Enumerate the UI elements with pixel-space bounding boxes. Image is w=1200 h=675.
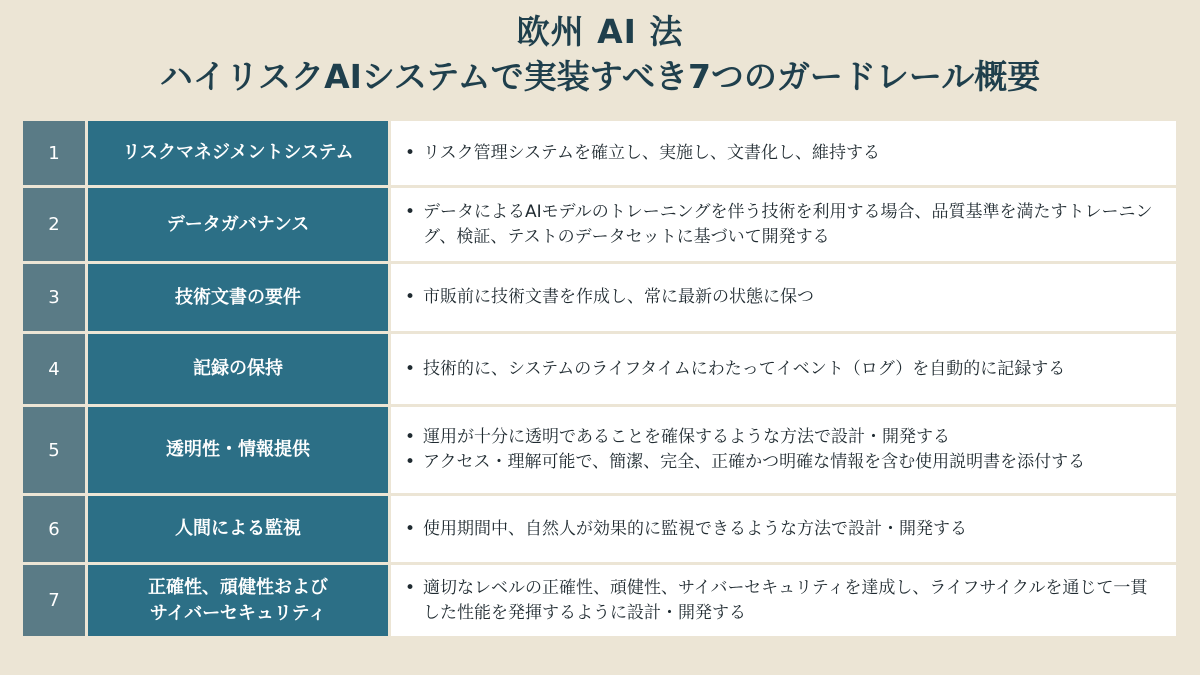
- bullet-marker: •: [405, 427, 416, 447]
- bullet-text: データによるAIモデルのトレーニングを伴う技術を利用する場合、品質基準を満たすトレーニング、検証、テストのデータセットに基づいて開発する: [423, 201, 1153, 247]
- guardrail-name: 正確性、頑健性および サイバーセキュリティ: [88, 565, 388, 636]
- guardrail-name: 記録の保持: [88, 334, 388, 404]
- guardrail-description: [391, 565, 1176, 636]
- bullet-text: 市販前に技術文書を作成し、常に最新の状態に保つ: [423, 287, 814, 307]
- title-line-1: 欧州 AI 法: [516, 12, 684, 51]
- row-number: 4: [23, 334, 85, 404]
- bullet-item: [405, 141, 1164, 166]
- table-row: [23, 496, 1176, 562]
- guardrail-description: [391, 121, 1176, 185]
- bullet-marker: •: [405, 201, 416, 222]
- bullet-item: [405, 425, 1164, 450]
- row-number: 7: [23, 565, 85, 636]
- bullet-item: [405, 517, 1164, 542]
- bullet-marker: •: [405, 358, 416, 379]
- table-row: [23, 334, 1176, 404]
- bullet-item: [405, 285, 1164, 310]
- guardrail-name: 人間による監視: [88, 496, 388, 562]
- table-row: [23, 188, 1176, 261]
- bullet-text: アクセス・理解可能で、簡潔、完全、正確かつ明確な情報を含む使用説明書を添付する: [423, 452, 1086, 472]
- bullet-marker: •: [405, 577, 416, 598]
- table-row: [23, 407, 1176, 493]
- bullet-text: 使用期間中、自然人が効果的に監視できるような方法で設計・開発する: [423, 518, 967, 539]
- bullet-item: [405, 450, 1164, 475]
- bullet-item: [405, 357, 1164, 382]
- row-number: 1: [23, 121, 85, 185]
- bullet-text: 運用が十分に透明であることを確保するような方法で設計・開発する: [423, 427, 950, 447]
- guardrail-name: リスクマネジメントシステム: [88, 121, 388, 185]
- row-number: 6: [23, 496, 85, 562]
- guardrail-name: 技術文書の要件: [88, 264, 388, 331]
- table-row: [23, 121, 1176, 185]
- bullet-item: [405, 200, 1164, 250]
- bullet-marker: •: [405, 518, 416, 539]
- guardrail-description: [391, 188, 1176, 261]
- table-row: [23, 264, 1176, 331]
- row-number: 2: [23, 188, 85, 261]
- bullet-marker: •: [405, 452, 416, 472]
- bullet-item: [405, 576, 1164, 626]
- guardrail-description: [391, 496, 1176, 562]
- bullet-text: リスク管理システムを確立し、実施し、文書化し、維持する: [423, 142, 880, 163]
- bullet-marker: •: [405, 142, 416, 163]
- guardrail-description: [391, 407, 1176, 493]
- guardrail-description: [391, 334, 1176, 404]
- title-line-2: ハイリスクAIシステムで実装すべき7つのガードレール概要: [159, 57, 1041, 96]
- guardrail-name: データガバナンス: [88, 188, 388, 261]
- bullet-text: 技術的に、システムのライフタイムにわたってイベント（ログ）を自動的に記録する: [423, 358, 1066, 379]
- row-number: 5: [23, 407, 85, 493]
- guardrail-name: 透明性・情報提供: [88, 407, 388, 493]
- guardrail-description: [391, 264, 1176, 331]
- bullet-text: 適切なレベルの正確性、頑健性、サイバーセキュリティを達成し、ライフサイクルを通じて一貫した性能を発揮するように設計・開発する: [423, 577, 1148, 623]
- bullet-marker: •: [405, 287, 416, 307]
- table-row: [23, 565, 1176, 636]
- guardrail-table: [23, 121, 1176, 639]
- row-number: 3: [23, 264, 85, 331]
- page-title: [0, 10, 1200, 100]
